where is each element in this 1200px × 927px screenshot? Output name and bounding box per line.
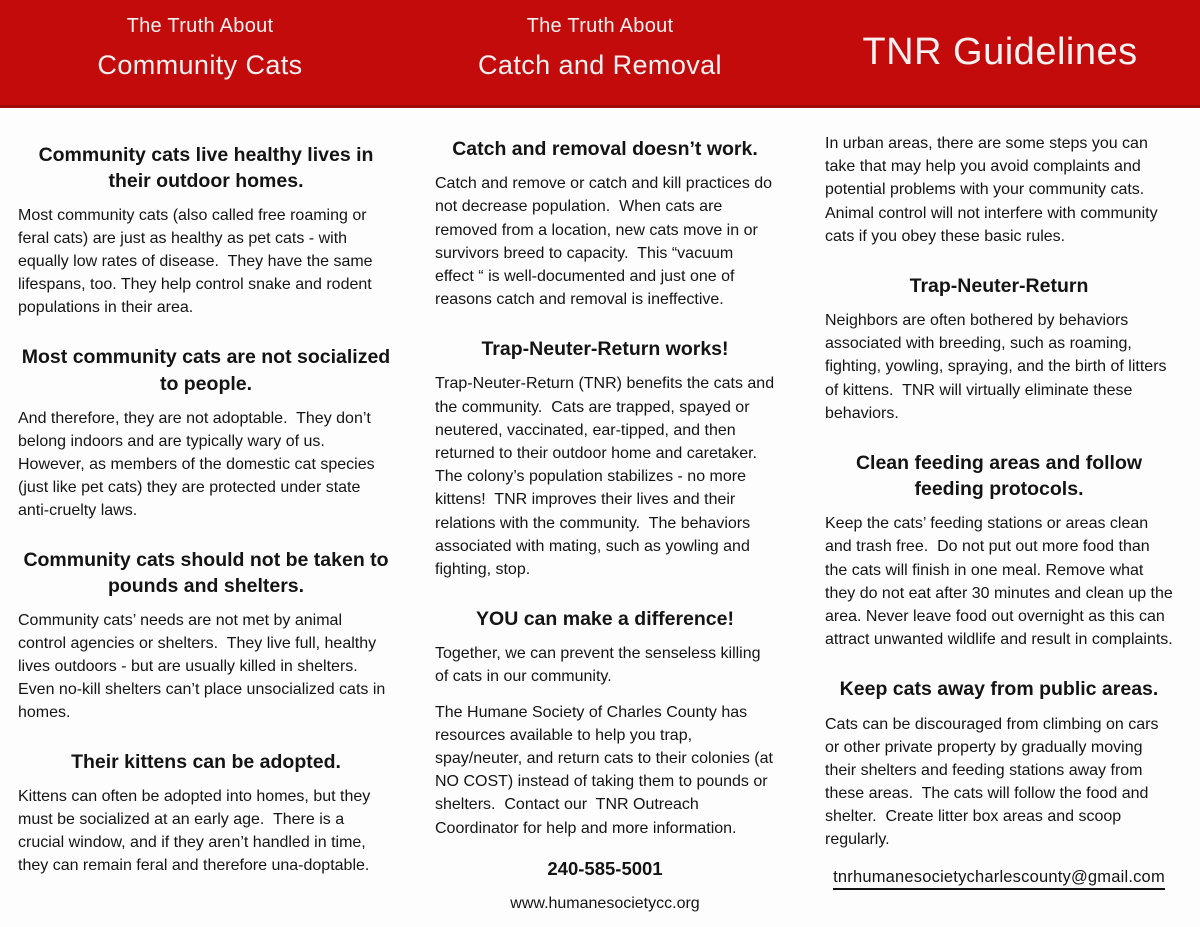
section-body: Kittens can often be adopted into homes, but they must be socialized at an early age. There is a crucial window, and if they aren’t handled in time, they can remain feral and therefore una-doptable. xyxy=(18,788,375,875)
section-body: Cats can be discouraged from climbing on cars or other private property by gradually moving their shelters and feeding stations away from these areas. The cats will follow the food and shelter. Create litter box areas and scoop regularly. xyxy=(825,715,1163,849)
section-body: Neighbors are often bothered by behaviors associated with breeding, such as roaming, fighting, yowling, spraying, and the birth of litters of kittens. TNR will virtually eliminate these behaviors. xyxy=(825,312,1171,422)
section-body: Keep the cats’ feeding stations or areas clean and trash free. Do not put out more food than the cats will finish in one meal. Remove what they do not eat after 30 minutes and clean up the area. Never leave food out overnight as this can attract unwanted wildlife and result in complaints. xyxy=(825,515,1178,649)
section-heading: Community cats should not be taken to pounds and shelters. xyxy=(23,548,389,597)
banner-panel-catch-and-removal xyxy=(400,0,800,105)
column-community-cats xyxy=(18,108,394,881)
banner-title-community-cats: Community Cats xyxy=(97,50,303,80)
section-heading: Trap-Neuter-Return works! xyxy=(481,338,729,361)
section-body: Catch and remove or catch and kill practices do not decrease population. When cats are removed from a location, new cats move in or survivors breed to capacity. This “vacuum effect “ is well-documented and just one of reasons catch and removal is ineffective. xyxy=(435,175,777,309)
section-body: Trap-Neuter-Return (TNR) benefits the cats and the community. Cats are trapped, spayed or neutered, vaccinated, ear-tipped, and then returned to their outdoor home and caretaker. The colony’s population stabilizes - no more kittens! TNR improves their lives and their relations with the community. The behaviors associated with mating, such as yowling and fighting, stop. xyxy=(435,375,779,578)
intro-paragraph: In urban areas, there are some steps you can take that may help you avoid complaints and potential problems with your community cats. Animal control will not interfere with community cats if you obey these basic rules. xyxy=(825,135,1163,245)
banner-eyebrow-1: The Truth About xyxy=(126,15,274,37)
section-heading: YOU can make a difference! xyxy=(476,608,734,631)
section-heading: Their kittens can be adopted. xyxy=(71,751,341,774)
section-body: Together, we can prevent the senseless killing of cats in our community. xyxy=(435,645,765,686)
section-heading: Most community cats are not socialized to people. xyxy=(21,346,391,395)
section-heading: Trap-Neuter-Return xyxy=(909,274,1089,297)
banner-panel-community-cats xyxy=(0,0,400,105)
section-heading: Clean feeding areas and follow feeding protocols. xyxy=(855,452,1143,501)
website-url: www.humanesocietycc.org xyxy=(510,894,700,912)
banner-panel-tnr-guidelines xyxy=(800,0,1200,105)
brochure-banner xyxy=(0,0,1200,108)
column-catch-and-removal xyxy=(435,108,779,913)
banner-title-catch-and-removal: Catch and Removal xyxy=(478,50,722,80)
section-heading: Community cats live healthy lives in their outdoor homes. xyxy=(38,144,374,193)
section-body: Most community cats (also called free roaming or feral cats) are just as healthy as pet cats - with equally low rates of disease. They have the same lifespans, too. They help control snake and rodent populations in their area. xyxy=(18,207,378,317)
column-tnr-guidelines xyxy=(825,108,1178,890)
section-body: Community cats’ needs are not met by animal control agencies or shelters. They live full, healthy lives outdoors - but are usually killed in shelters. Even no-kill shelters can’t place unsocialized cats in homes. xyxy=(18,612,390,722)
phone-number: 240-585-5001 xyxy=(547,857,663,879)
email-row xyxy=(825,868,1173,890)
email-link[interactable]: tnrhumanesocietycharlescounty@gmail.com xyxy=(833,868,1165,890)
section-body: The Humane Society of Charles County has resources available to help you trap, spay/neuter, and return cats to their colonies (at NO COST) instead of taking them to pounds or shelters. Contact our TNR Outreach Coordinator for help and more information. xyxy=(435,703,778,837)
banner-eyebrow-2: The Truth About xyxy=(526,15,674,37)
section-heading: Keep cats away from public areas. xyxy=(839,678,1159,701)
banner-title-tnr-guidelines: TNR Guidelines xyxy=(862,31,1138,73)
section-body: And therefore, they are not adoptable. They don’t belong indoors and are typically wary of us. However, as members of the domestic cat species (just like pet cats) they are protected under state anti-cruelty laws. xyxy=(18,409,380,519)
brochure-columns xyxy=(0,108,1200,913)
section-heading: Catch and removal doesn’t work. xyxy=(452,138,758,160)
